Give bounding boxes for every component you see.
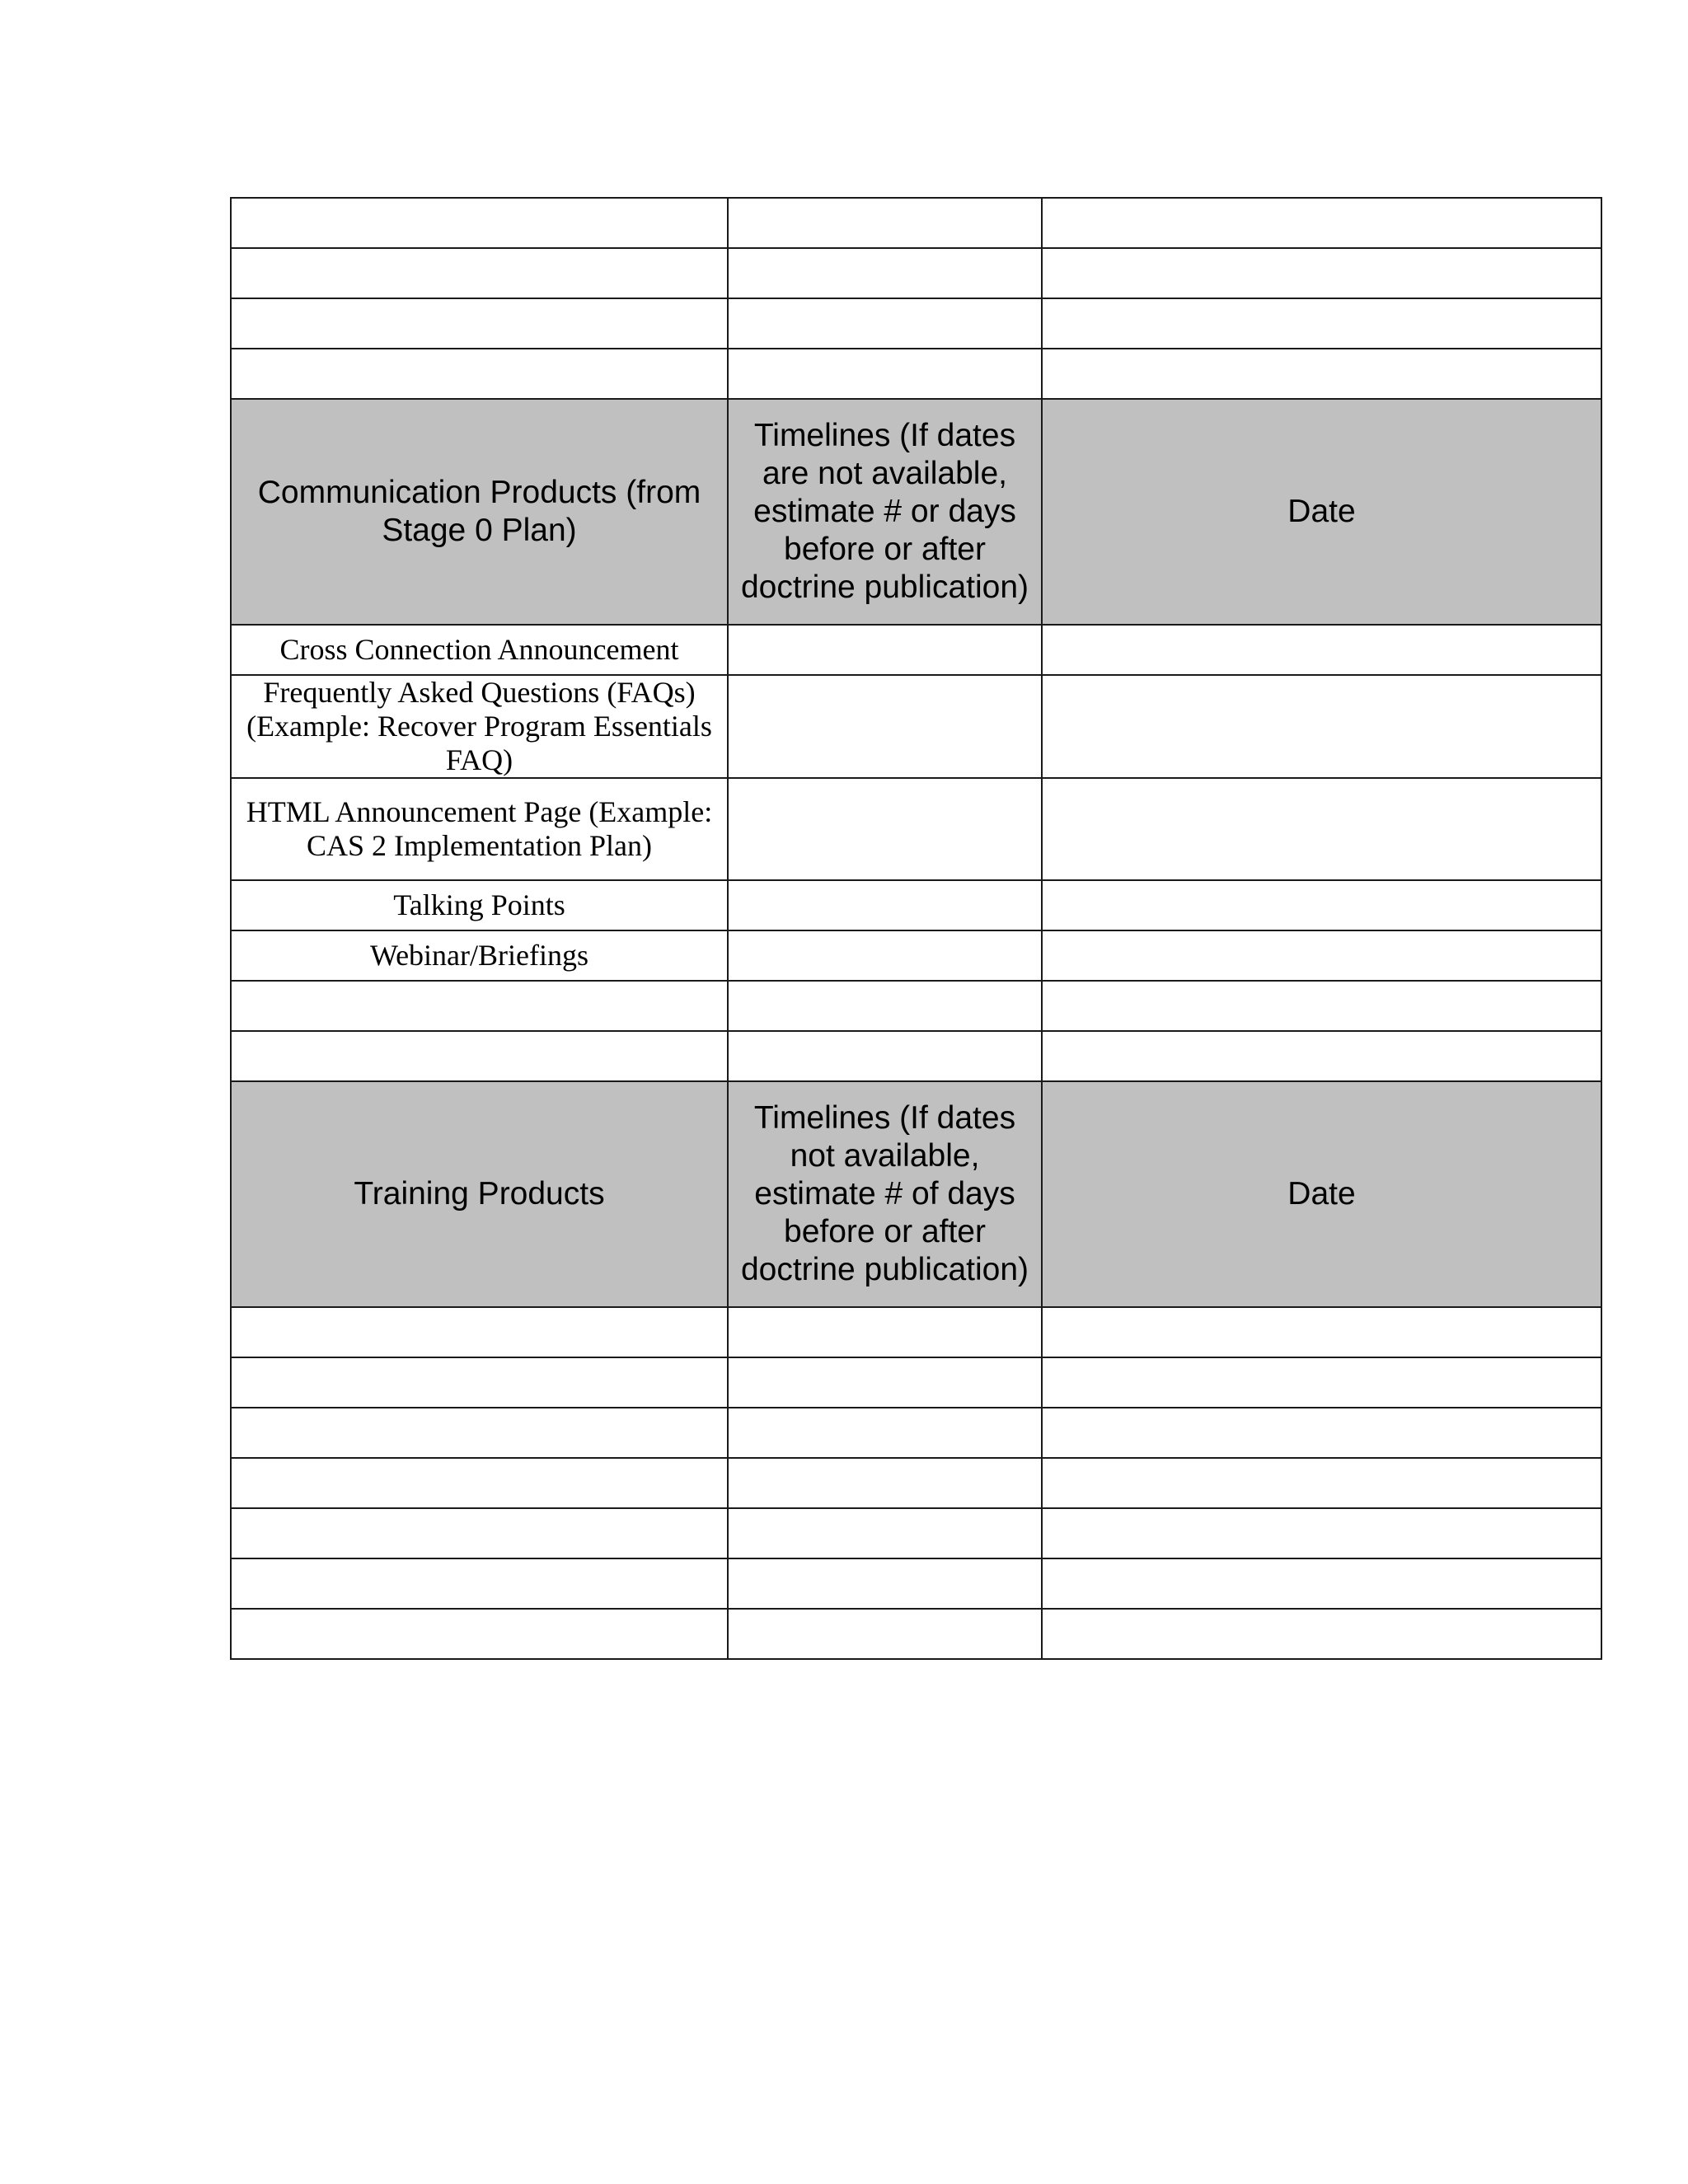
date-cell[interactable] [1042, 880, 1601, 930]
table-row [231, 625, 1601, 675]
training-date-header: Date [1042, 1081, 1601, 1307]
empty-cell[interactable] [231, 981, 728, 1031]
table-row [231, 880, 1601, 930]
training-timeline-header: Timelines (If dates not available, estimate # of days before or after doctrine publication) [728, 1081, 1042, 1307]
empty-cell[interactable] [1042, 1558, 1601, 1609]
empty-cell[interactable] [728, 298, 1042, 349]
empty-cell[interactable] [1042, 198, 1601, 248]
empty-row [231, 1408, 1601, 1458]
empty-cell[interactable] [1042, 1307, 1601, 1357]
training-product-header: Training Products [231, 1081, 728, 1307]
table-row [231, 778, 1601, 880]
empty-row [231, 1031, 1601, 1081]
empty-cell[interactable] [231, 1458, 728, 1508]
communication-header-row [231, 399, 1601, 625]
date-cell[interactable] [1042, 625, 1601, 675]
empty-cell[interactable] [231, 1508, 728, 1558]
empty-cell[interactable] [231, 1408, 728, 1458]
empty-cell[interactable] [1042, 1408, 1601, 1458]
training-header-row [231, 1081, 1601, 1307]
communication-product-header: Communication Products (from Stage 0 Plan) [231, 399, 728, 625]
timeline-cell[interactable] [728, 625, 1042, 675]
empty-cell[interactable] [231, 1357, 728, 1408]
communication-timeline-header: Timelines (If dates are not available, estimate # or days before or after doctrine publication) [728, 399, 1042, 625]
empty-row [231, 981, 1601, 1031]
empty-cell[interactable] [1042, 1357, 1601, 1408]
empty-cell[interactable] [1042, 981, 1601, 1031]
empty-cell[interactable] [728, 1458, 1042, 1508]
empty-cell[interactable] [231, 1031, 728, 1081]
product-name-cell: Webinar/Briefings [231, 930, 728, 981]
empty-cell[interactable] [728, 248, 1042, 298]
empty-cell[interactable] [1042, 1609, 1601, 1659]
empty-cell[interactable] [728, 1558, 1042, 1609]
empty-row [231, 349, 1601, 399]
timeline-cell[interactable] [728, 880, 1042, 930]
table-row [231, 930, 1601, 981]
empty-cell[interactable] [728, 1031, 1042, 1081]
timeline-cell[interactable] [728, 675, 1042, 778]
empty-cell[interactable] [728, 349, 1042, 399]
empty-cell[interactable] [728, 1508, 1042, 1558]
empty-row [231, 1458, 1601, 1508]
empty-row [231, 1508, 1601, 1558]
empty-row [231, 298, 1601, 349]
empty-cell[interactable] [1042, 1458, 1601, 1508]
empty-cell[interactable] [231, 1558, 728, 1609]
empty-cell[interactable] [231, 298, 728, 349]
empty-cell[interactable] [231, 1307, 728, 1357]
empty-cell[interactable] [1042, 1508, 1601, 1558]
empty-cell[interactable] [728, 981, 1042, 1031]
communication-date-header: Date [1042, 399, 1601, 625]
empty-row [231, 1357, 1601, 1408]
product-name-cell: Frequently Asked Questions (FAQs) (Example: Recover Program Essentials FAQ) [231, 675, 728, 778]
product-name-cell: HTML Announcement Page (Example: CAS 2 Implementation Plan) [231, 778, 728, 880]
empty-cell[interactable] [728, 1609, 1042, 1659]
empty-cell[interactable] [231, 349, 728, 399]
date-cell[interactable] [1042, 675, 1601, 778]
timeline-cell[interactable] [728, 778, 1042, 880]
empty-cell[interactable] [1042, 298, 1601, 349]
empty-cell[interactable] [231, 1609, 728, 1659]
empty-row [231, 198, 1601, 248]
product-name-cell: Talking Points [231, 880, 728, 930]
product-timeline-table [230, 197, 1602, 1660]
empty-row [231, 1609, 1601, 1659]
date-cell[interactable] [1042, 778, 1601, 880]
empty-cell[interactable] [1042, 349, 1601, 399]
empty-cell[interactable] [728, 1408, 1042, 1458]
empty-row [231, 1558, 1601, 1609]
empty-cell[interactable] [728, 198, 1042, 248]
empty-cell[interactable] [1042, 248, 1601, 298]
product-name-cell: Cross Connection Announcement [231, 625, 728, 675]
empty-row [231, 248, 1601, 298]
timeline-cell[interactable] [728, 930, 1042, 981]
empty-cell[interactable] [231, 248, 728, 298]
empty-cell[interactable] [728, 1357, 1042, 1408]
table-row [231, 675, 1601, 778]
empty-cell[interactable] [231, 198, 728, 248]
date-cell[interactable] [1042, 930, 1601, 981]
empty-cell[interactable] [1042, 1031, 1601, 1081]
empty-row [231, 1307, 1601, 1357]
empty-cell[interactable] [728, 1307, 1042, 1357]
